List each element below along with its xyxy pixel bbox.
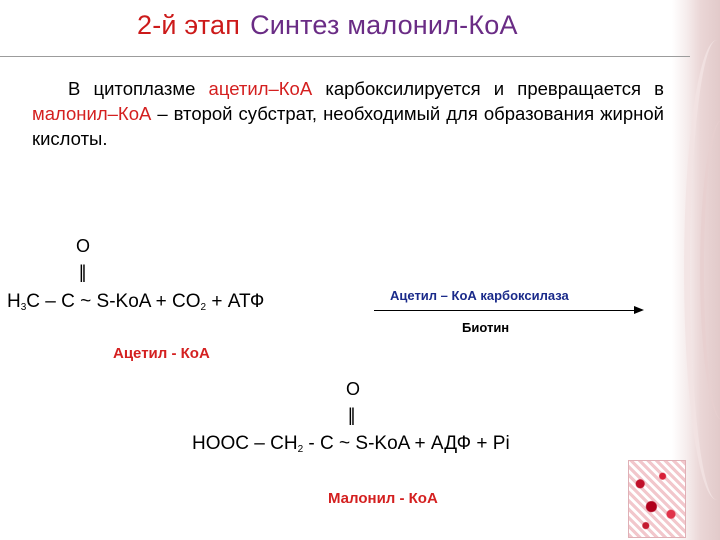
formula-subscript: 3 — [20, 302, 27, 313]
highlight-acetyl-coa: ацетил–КоА — [208, 78, 313, 99]
reaction-arrow — [374, 310, 636, 311]
formula-double-bond: || — [79, 262, 85, 282]
formula-subscript: 2 — [297, 444, 304, 455]
formula-oxygen: O — [76, 236, 91, 256]
title-stage: 2-й этап — [137, 10, 241, 40]
formula-part: + АТФ — [206, 291, 265, 312]
arrow-head-icon — [634, 306, 644, 314]
highlight-malonyl-coa: малонил–КоА — [32, 103, 152, 124]
formula-part: H — [7, 291, 21, 312]
formula-subscript: 2 — [200, 302, 207, 313]
formula-part: - C ~ S-KoA + АДФ + Pi — [303, 433, 510, 454]
malonyl-coa-label: Малонил - КоА — [328, 490, 438, 507]
formula-oxygen: O — [346, 379, 361, 399]
acetyl-coa-label: Ацетил - КоА — [113, 345, 210, 362]
formula-double-bond: || — [348, 405, 354, 425]
title-divider — [0, 56, 690, 57]
formula-part: HOOC – CH — [192, 433, 298, 454]
title-topic: Синтез малонил-КоА — [250, 10, 518, 40]
paragraph-text: – второй субстрат, необходимый для образования жирной кислоты. — [32, 103, 664, 149]
paragraph-text: карбоксилируется и превращается в — [312, 78, 664, 99]
paragraph-text: В цитоплазме — [68, 78, 209, 99]
slide-title — [137, 10, 518, 41]
formula-part: C – C ~ S-KoA + CO — [26, 291, 201, 312]
intro-paragraph — [32, 76, 664, 151]
substrate-formula — [7, 291, 264, 313]
product-formula — [192, 433, 510, 455]
enzyme-label: Ацетил – КоА карбоксилаза — [390, 288, 569, 303]
decorative-texture-image — [628, 460, 686, 538]
cofactor-label: Биотин — [462, 320, 510, 335]
